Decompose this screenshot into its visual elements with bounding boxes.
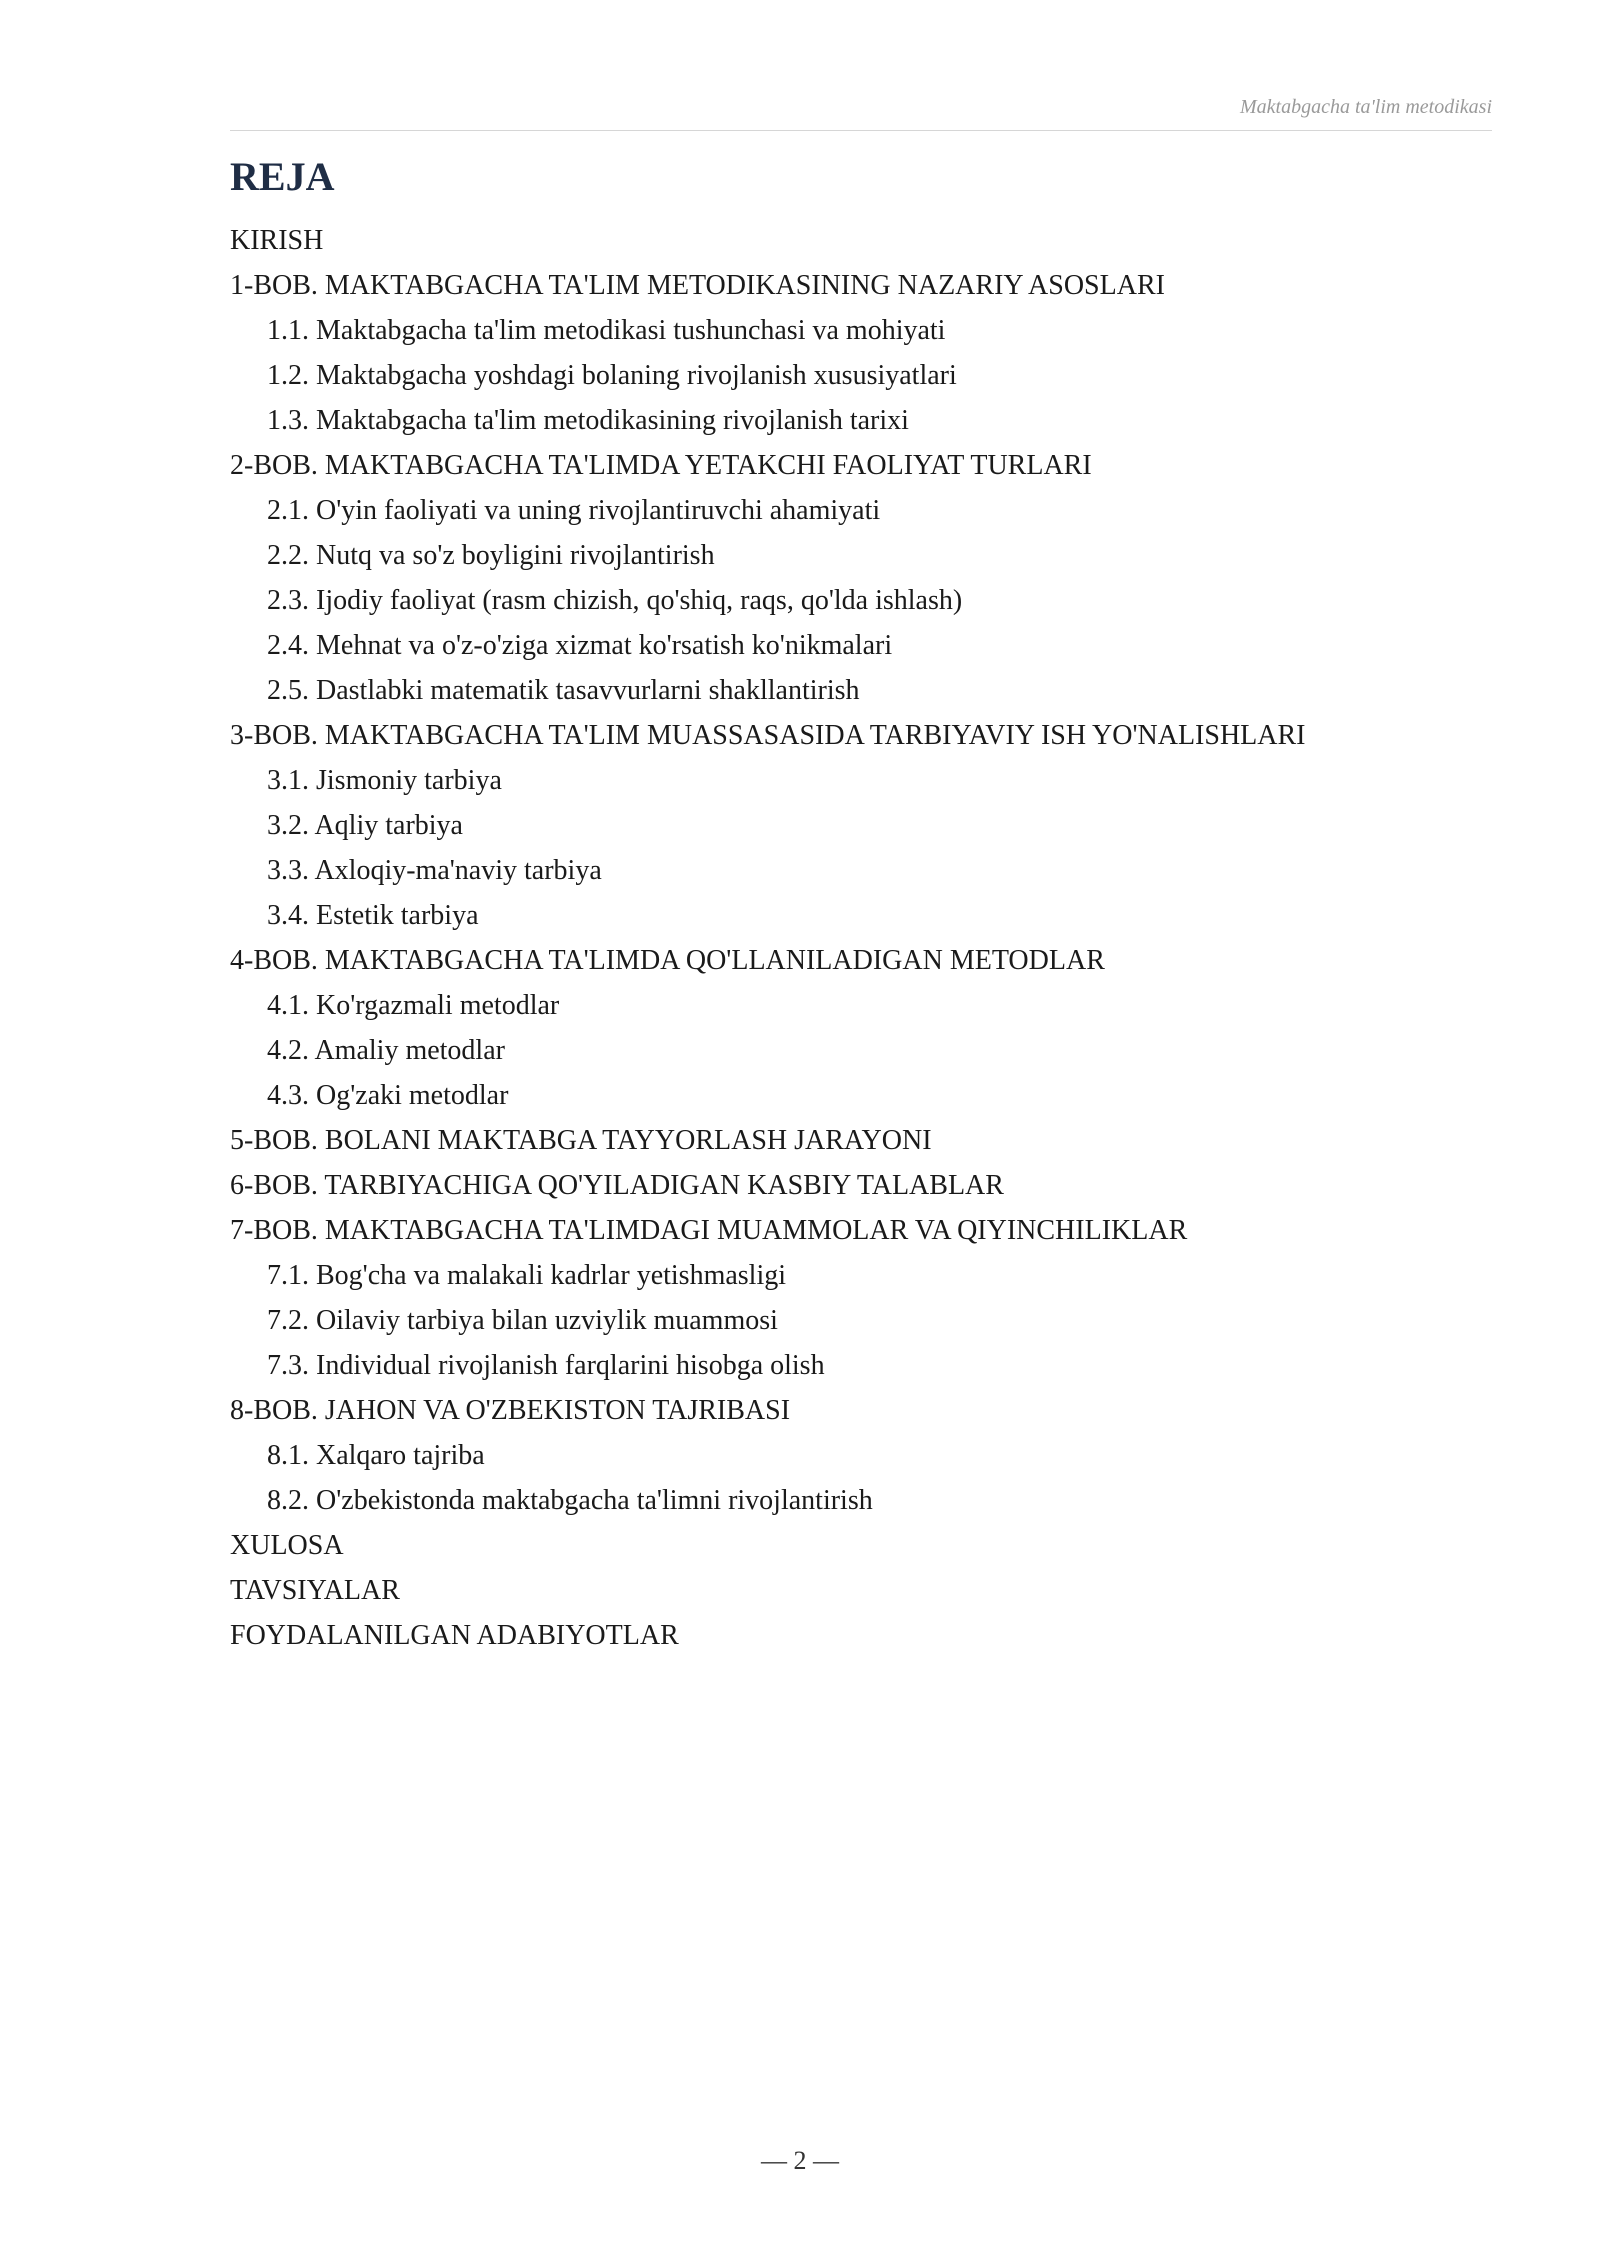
toc-chapter-entry: XULOSA [230,1530,344,1561]
toc-section-entry: 2.1. O'yin faoliyati va uning rivojlantiruvchi ahamiyati [267,495,881,526]
toc-section-entry: 7.1. Bog'cha va malakali kadrlar yetishmasligi [267,1260,787,1291]
page-title: REJA [230,154,335,199]
toc-section-entry: 3.4. Estetik tarbiya [267,900,479,931]
toc-chapter-entry: KIRISH [230,225,324,256]
toc-section-entry: 4.1. Ko'rgazmali metodlar [267,990,560,1021]
toc-section-entry: 8.2. O'zbekistonda maktabgacha ta'limni rivojlantirish [267,1485,873,1516]
toc-section-entry: 1.3. Maktabgacha ta'lim metodikasining rivojlanish tarixi [267,405,909,436]
toc-section-entry: 2.5. Dastlabki matematik tasavvurlarni shakllantirish [267,675,860,706]
toc-section-entry: 8.1. Xalqaro tajriba [267,1440,485,1471]
page-number: — 2 — [761,2146,839,2175]
toc-section-entry: 2.3. Ijodiy faoliyat (rasm chizish, qo'shiq, raqs, qo'lda ishlash) [267,585,963,616]
toc-chapter-entry: 7-BOB. MAKTABGACHA TA'LIMDAGI MUAMMOLAR VA QIYINCHILIKLAR [230,1215,1188,1246]
running-header: Maktabgacha ta'lim metodikasi [1239,96,1492,118]
toc-chapter-entry: TAVSIYALAR [230,1575,400,1606]
toc-section-entry: 3.1. Jismoniy tarbiya [267,765,502,796]
toc-section-entry: 7.2. Oilaviy tarbiya bilan uzviylik muammosi [267,1305,778,1336]
toc-chapter-entry: 6-BOB. TARBIYACHIGA QO'YILADIGAN KASBIY TALABLAR [230,1170,1004,1201]
toc-section-entry: 4.2. Amaliy metodlar [267,1035,505,1066]
toc-section-entry: 2.2. Nutq va so'z boyligini rivojlantirish [267,540,715,571]
toc-chapter-entry: 5-BOB. BOLANI MAKTABGA TAYYORLASH JARAYONI [230,1125,932,1156]
toc-section-entry: 7.3. Individual rivojlanish farqlarini hisobga olish [267,1350,825,1381]
toc-section-entry: 2.4. Mehnat va o'z-o'ziga xizmat ko'rsatish ko'nikmalari [267,630,893,661]
toc-section-entry: 4.3. Og'zaki metodlar [267,1080,509,1111]
toc-section-entry: 1.1. Maktabgacha ta'lim metodikasi tushunchasi va mohiyati [267,315,946,346]
toc-section-entry: 1.2. Maktabgacha yoshdagi bolaning rivojlanish xususiyatlari [267,360,957,391]
header-divider [230,130,1492,131]
toc-chapter-entry: FOYDALANILGAN ADABIYOTLAR [230,1620,679,1651]
toc-section-entry: 3.2. Aqliy tarbiya [267,810,463,841]
toc-chapter-entry: 1-BOB. MAKTABGACHA TA'LIM METODIKASINING NAZARIY ASOSLARI [230,270,1165,301]
toc-chapter-entry: 8-BOB. JAHON VA O'ZBEKISTON TAJRIBASI [230,1395,791,1426]
toc-chapter-entry: 2-BOB. MAKTABGACHA TA'LIMDA YETAKCHI FAOLIYAT TURLARI [230,450,1092,481]
toc-section-entry: 3.3. Axloqiy-ma'naviy tarbiya [267,855,602,886]
toc-chapter-entry: 3-BOB. MAKTABGACHA TA'LIM MUASSASASIDA TARBIYAVIY ISH YO'NALISHLARI [230,720,1306,751]
table-of-contents [230,218,1492,1658]
toc-chapter-entry: 4-BOB. MAKTABGACHA TA'LIMDA QO'LLANILADIGAN METODLAR [230,945,1105,976]
